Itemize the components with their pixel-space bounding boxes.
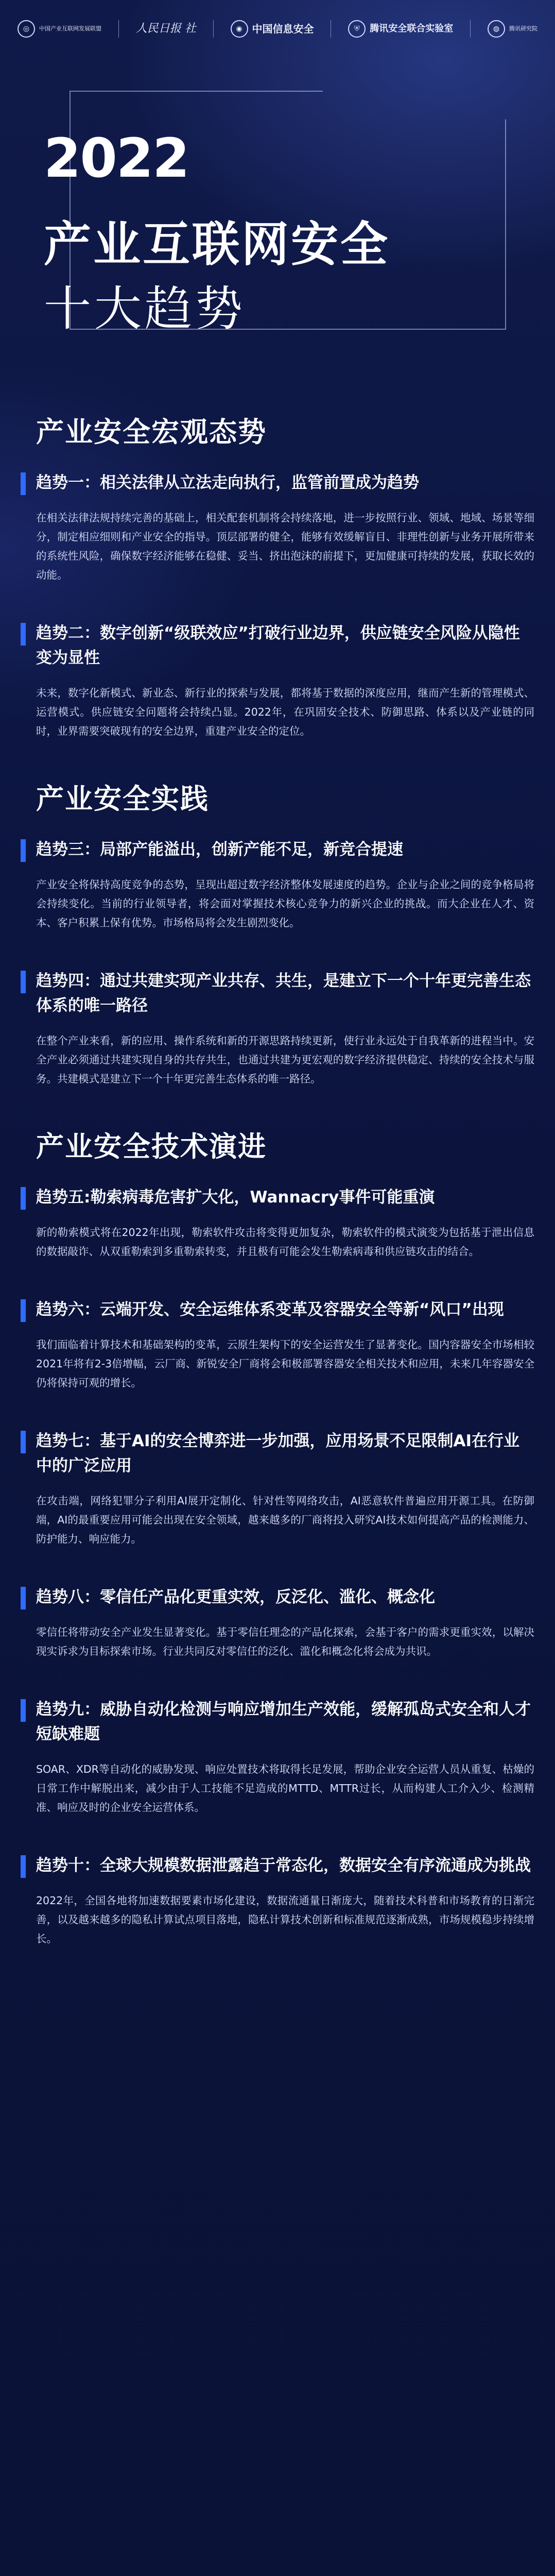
trend-accent-bar [21,1587,26,1609]
cnis-logo-text: 中国信息安全 [252,22,314,35]
trend-accent-bar [21,1187,26,1210]
caiia-logo [18,20,101,38]
tencent-research-logo [488,20,537,38]
trend-8 [21,1585,534,1661]
trend-heading: 趋势三：局部产能溢出，创新产能不足，新竞合提速 [36,840,403,859]
trend-5 [21,1185,534,1261]
trend-body: 我们面临着计算技术和基础架构的变革，云原生架构下的安全运营发生了显著变化。国内容器安全市场相较2021年将有2-3倍增幅，云厂商、新锐安全厂商将会和极部署容器安全相关技术和应用，未来几年容器安全仍将保持可观的增长。 [36,1338,534,1389]
trend-7 [21,1429,534,1549]
trend-9 [21,1697,534,1817]
trend-body: 新的勒索模式将在2022年出现，勒索软件攻击将变得更加复杂，勒索软件的模式演变为包括基于泄出信息的数据敲诈、从双重勒索到多重勒索转变，并且极有可能会发生勒索病毒和供应链攻击的结合。 [36,1226,534,1258]
trend-heading: 趋势七：基于AI的安全博弈进一步加强，应用场景不足限制AI在行业中的广泛应用 [36,1432,520,1475]
logo-divider [470,20,471,38]
peoples-daily-logo-text: 人民日报 社 [135,22,196,36]
trend-2 [21,621,534,741]
trend-body: SOAR、XDR等自动化的威胁发现、响应处置技术将取得长足发展，帮助企业安全运营人员从重复、枯燥的日常工作中解脱出来，减少由于人工技能不足造成的MTTD、MTTR过长，从而构建人工介入少、检测精准、响应及时的企业安全运营体系。 [36,1763,534,1814]
hero-title-line2: 十大趋势 [44,281,246,336]
trend-accent-bar [21,1299,26,1322]
trend-body: 在攻击端，网络犯罪分子利用AI展开定制化、针对性等网络攻击，AI恶意软件普遍应用开源工具。在防御端，AI的最重要应用可能会出现在安全领域，越来越多的厂商将投入研究AI技术如何提高产品的检测能力、防护能力、响应能力。 [36,1495,534,1545]
trend-body: 在相关法律法规持续完善的基础上，相关配套机制将会持续落地，进一步按照行业、领域、地域、场景等细分，制定相应细则和产业安全的指导。顶层部署的健全，能够有效缓解盲目、非理性创新与业务开展所带来的系统性风险，确保数字经济能够在稳健、妥当、挤出泡沫的前提下，更加健康可持续的发展，获取长效的动能。 [36,512,534,581]
tencent-research-logo-text: 腾讯研究院 [509,25,537,32]
trend-heading: 趋势一：相关法律从立法走向执行，监管前置成为趋势 [36,473,419,492]
trend-4 [21,969,534,1089]
trend-1 [21,470,534,585]
cnis-logo-icon: ◉ [231,20,248,38]
trend-body: 在整个产业来看，新的应用、操作系统和新的开源思路持续更新，使行业永远处于自我革新的进程当中。安全产业必须通过共建实现自身的共存共生，也通过共建为更宏观的数字经济提供稳定、持续的安全技术与服务。共建模式是建立下一个十年更完善生态体系的唯一路径。 [36,1035,534,1085]
logo-divider [213,20,214,38]
hero-title-block [28,86,527,374]
trend-accent-bar [21,1431,26,1453]
trend-heading: 趋势八：零信任产品化更重实效，反泛化、滥化、概念化 [36,1588,435,1606]
trend-6 [21,1297,534,1393]
section-tech [0,1125,555,1948]
tencent-security-logo-text: 腾讯安全联合实验室 [370,23,454,34]
tencent-security-shield-icon: ⛨ [348,20,366,38]
trend-heading: 趋势二：数字创新“级联效应”打破行业边界，供应链安全风险从隐性变为显性 [36,624,520,667]
trend-body: 产业安全将保持高度竞争的态势，呈现出超过数字经济整体发展速度的趋势。企业与企业之间的竞争格局将会持续变化。当前的行业领导者，将会面对掌握技术核心竞争力的新兴企业的挑战。而大企业在人才、资本、客户积累上保有优势。市场格局将会发生剧烈变化。 [36,878,534,929]
trend-10 [21,1853,534,1948]
logo-bar [0,0,555,44]
trend-body: 未来，数字化新模式、新业态、新行业的探索与发展，都将基于数据的深度应用，继而产生新的管理模式、运营模式。供应链安全问题将会持续凸显。2022年，在巩固安全技术、防御思路、体系以及产业链的同时，业界需要突破现有的安全边界，重建产业安全的定位。 [36,687,534,737]
trend-accent-bar [21,472,26,495]
trend-accent-bar [21,1699,26,1722]
tencent-research-logo-icon: ◍ [488,20,505,38]
trend-accent-bar [21,623,26,646]
peoples-daily-logo [136,22,196,35]
trend-heading: 趋势六：云端开发、安全运维体系变革及容器安全等新“风口”出现 [36,1300,504,1319]
caiia-logo-text: 中国产业互联网发展联盟 [39,25,101,32]
trend-heading: 趋势四：通过共建实现产业共存、共生，是建立下一个十年更完善生态体系的唯一路径 [36,972,531,1015]
logo-divider [118,20,119,38]
trend-accent-bar [21,839,26,862]
hero-year: 2022 [44,127,189,190]
trend-3 [21,837,534,933]
hero-title-line1: 产业互联网安全 [44,217,390,272]
trend-heading: 趋势五:勒索病毒危害扩大化，Wannacry事件可能重演 [36,1188,435,1207]
tencent-security-logo [348,20,453,38]
section-macro [0,410,555,741]
trend-body: 2022年，全国各地将加速数据要素市场化建设，数据流通量日渐庞大，随着技术科普和市场教育的日渐完善，以及越来越多的隐私计算试点项目落地，隐私计算技术创新和标准规范逐渐成熟，市场规模稳步持续增长。 [36,1894,534,1945]
trend-accent-bar [21,971,26,993]
trend-accent-bar [21,1855,26,1878]
trend-heading: 趋势九：威胁自动化检测与响应增加生产效能，缓解孤岛式安全和人才短缺难题 [36,1700,531,1743]
cnis-logo [231,20,314,38]
section-title: 产业安全实践 [36,783,209,815]
trend-heading: 趋势十：全球大规模数据泄露趋于常态化，数据安全有序流通成为挑战 [36,1856,531,1875]
trend-body: 零信任将带动安全产业发生显著变化。基于零信任理念的产品化探索，会基于客户的需求更重实效，以解决现实诉求为目标探索市场。行业共同反对零信任的泛化、滥化和概念化将会成为共识。 [36,1626,534,1657]
section-practice [0,777,555,1089]
section-title: 产业安全宏观态势 [36,416,267,448]
caiia-logo-icon: ◎ [18,20,35,38]
section-title: 产业安全技术演进 [36,1130,267,1163]
